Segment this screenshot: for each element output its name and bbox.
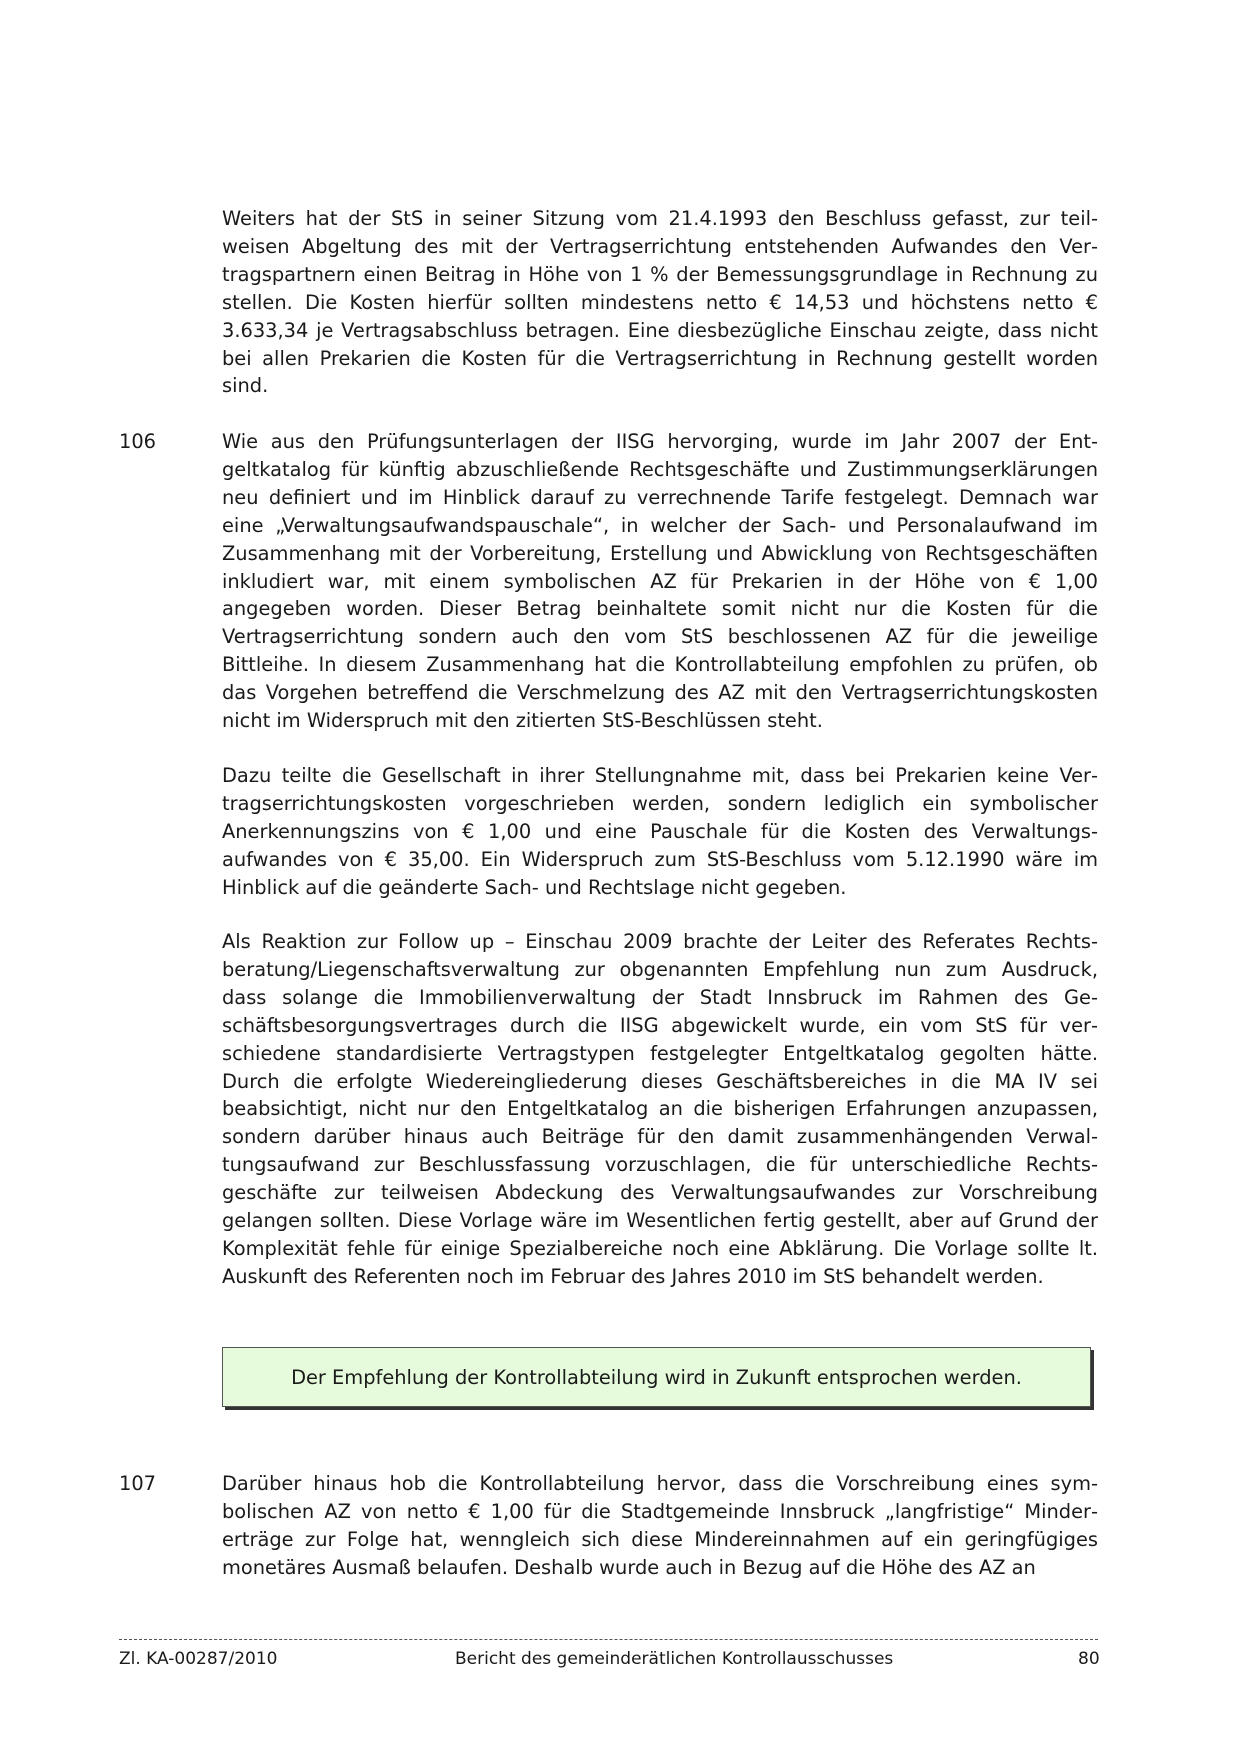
footer-title: Bericht des gemeinderätlichen Kontrollausschusses bbox=[455, 1649, 894, 1669]
recommendation-box bbox=[222, 1347, 1091, 1407]
recommendation-text: Der Empfehlung der Kontrollabteilung wird in Zukunft entsprochen werden. bbox=[291, 1365, 1022, 1389]
paragraph-107: Darüber hinaus hob die Kontrollabteilung hervor, dass die Vorschreibung eines symbolischen AZ von netto € 1,00 für die Stadtgemeinde Innsbruck „langfristige“ Mindererträge zur Folge hat, wenngleich sich diese Mindereinnahmen auf ein geringfügiges monetäres Ausmaß belaufen. Deshalb wurde auch in Bezug auf die Höhe des AZ an bbox=[222, 1472, 1098, 1579]
paragraph-number-106: 106 bbox=[119, 430, 157, 453]
paragraph-response: Dazu teilte die Gesellschaft in ihrer Stellungnahme mit, dass bei Prekarien keine Vertragserrichtungskosten vorgeschrieben werden, sondern lediglich ein symbolischer Anerkennungszins von € 1,00 und eine Pauschale für die Kosten des Verwaltungsaufwandes von € 35,00. Ein Widerspruch zum StS-Beschluss vom 5.12.1990 wäre im Hinblick auf die geänderte Sach- und Rechtslage nicht gegeben. bbox=[222, 764, 1098, 899]
paragraph-number-107: 107 bbox=[119, 1472, 157, 1495]
paragraph-106: Wie aus den Prüfungsunterlagen der IISG hervorging, wurde im Jahr 2007 der Entgeltkatalog für künftig abzuschließende Rechtsgeschäfte und Zustimmungserklärungen neu definiert und im Hinblick darauf zu verrechnende Tarife festgelegt. Demnach war eine „Verwaltungsaufwandspauschale“, in welcher der Sach- und Personalaufwand im Zusammenhang mit der Vorbereitung, Erstellung und Abwicklung von Rechtsgeschäften inkludiert war, mit einem symbolischen AZ für Prekarien in der Höhe von € 1,00 angegeben worden. Dieser Betrag beinhaltete somit nicht nur die Kosten für die Vertragserrichtung sondern auch den vom StS beschlossenen AZ für die jeweilige Bittleihe. In diesem Zusammenhang hat die Kontrollabteilung empfohlen zu prüfen, ob das Vorgehen betreffend die Verschmelzung des AZ mit den Vertragserrichtungskosten nicht im Widerspruch mit den zitierten StS-Beschlüssen steht. bbox=[222, 430, 1098, 733]
paragraph-intro: Weiters hat der StS in seiner Sitzung vom 21.4.1993 den Beschluss gefasst, zur teilweisen Abgeltung des mit der Vertragserrichtung entstehenden Aufwandes den Vertragspartnern einen Beitrag in Höhe von 1 % der Bemessungsgrundlage in Rechnung zu stellen. Die Kosten hierfür sollten mindestens netto € 14,53 und höchstens netto € 3.633,34 je Vertragsabschluss betragen. Eine diesbezügliche Einschau zeigte, dass nicht bei allen Prekarien die Kosten für die Vertragserrichtung in Rechnung gestellt worden sind. bbox=[222, 207, 1098, 398]
page-number: 80 bbox=[1078, 1649, 1100, 1669]
paragraph-followup: Als Reaktion zur Follow up – Einschau 2009 brachte der Leiter des Referates Rechtsberatung/Liegenschaftsverwaltung zur obgenannten Empfehlung nun zum Ausdruck, dass solange die Immobilienverwaltung der Stadt Innsbruck im Rahmen des Geschäftsbesorgungsvertrages durch die IISG abgewickelt wurde, ein vom StS für verschiedene standardisierte Vertragstypen festgelegter Entgeltkatalog gegolten hätte. Durch die erfolgte Wiedereingliederung dieses Geschäftsbereiches in die MA IV sei beabsichtigt, nicht nur den Entgeltkatalog an die bisherigen Erfahrungen anzupassen, sondern darüber hinaus auch Beiträge für den damit zusammenhängenden Verwaltungsaufwand zur Beschlussfassung vorzuschlagen, die für unterschiedliche Rechtsgeschäfte zur teilweisen Abdeckung des Verwaltungsaufwandes zur Vorschreibung gelangen sollten. Diese Vorlage wäre im Wesentlichen fertig gestellt, aber auf Grund der Komplexität fehle für einige Spezialbereiche noch eine Abklärung. Die Vorlage sollte lt. Auskunft des Referenten noch im Februar des Jahres 2010 im StS behandelt werden. bbox=[222, 930, 1098, 1288]
footer-divider bbox=[119, 1639, 1098, 1640]
footer-reference: Zl. KA-00287/2010 bbox=[119, 1649, 278, 1669]
